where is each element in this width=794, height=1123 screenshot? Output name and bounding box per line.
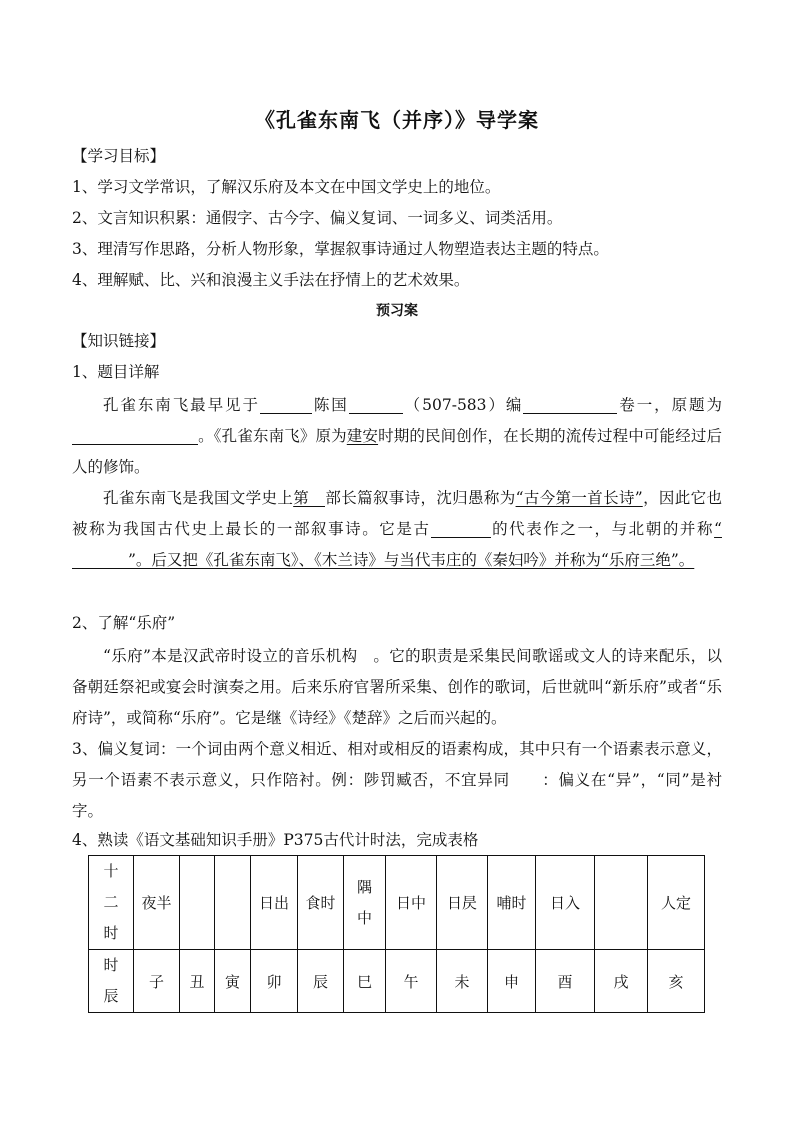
table-cell: 子 bbox=[134, 950, 180, 1013]
fill-blank[interactable] bbox=[349, 394, 403, 414]
text-segment: 卷一，原题为 bbox=[617, 396, 722, 414]
row-header-char: 二 bbox=[103, 893, 119, 911]
text-segment: 时期的民间创作，在长期的流传过程中可能经过后人的修饰。 bbox=[72, 427, 722, 476]
objectives-heading: 【学习目标】 bbox=[72, 147, 166, 165]
table-cell: 日中 bbox=[386, 856, 437, 950]
knowledge-heading: 【知识链接】 bbox=[72, 332, 166, 350]
text-segment: 陈国 bbox=[311, 396, 349, 414]
section2-paragraph: “乐府”本是汉武帝时设立的音乐机构 。它的职责是采集民间歌谣或文人的诗来配乐，以备朝廷祭祀或宴会时演奏之用。后来乐府官署所采集、创作的歌词，后世就叫“新乐府”或者“乐府诗”，或简称“乐府”。它是继《诗经》《楚辞》之后而兴起的。 bbox=[72, 647, 722, 727]
objective-item-1: 1、学习文学常识，了解汉乐府及本文在中国文学史上的地位。 bbox=[72, 178, 501, 196]
underlined-text: 建安 bbox=[346, 427, 379, 445]
fill-blank[interactable] bbox=[260, 394, 312, 414]
underlined-text: “古今第一首长诗” bbox=[515, 489, 643, 507]
row-header-char: 辰 bbox=[103, 987, 119, 1005]
table-cell: 申 bbox=[488, 950, 536, 1013]
table-cell: 酉 bbox=[536, 950, 595, 1013]
text-segment: ，因此它也被称为我国古代史上最长的一部叙事诗。它是古 bbox=[72, 489, 722, 538]
table-cell: 哺时 bbox=[488, 856, 536, 950]
preview-heading: 预习案 bbox=[376, 303, 418, 319]
text-segment: 部长篇叙事诗，沈归愚称为 bbox=[325, 489, 516, 507]
row-header-char: 十 bbox=[103, 862, 119, 880]
text-segment: 孔雀东南飞是我国文学史上 bbox=[103, 489, 294, 507]
text-segment: 的代表作之一，与北朝的并称 bbox=[490, 520, 715, 538]
table-cell: 午 bbox=[386, 950, 437, 1013]
section4-heading: 4、熟读《语文基础知识手册》P375古代计时法，完成表格 bbox=[72, 831, 479, 849]
table-cell: 卯 bbox=[251, 950, 298, 1013]
objective-item-3: 3、理清写作思路，分析人物形象，掌握叙事诗通过人物塑造表达主题的特点。 bbox=[72, 240, 609, 258]
table-cell: 隅中 bbox=[344, 856, 386, 950]
page-title: 《孔雀东南飞（并序）》导学案 bbox=[255, 108, 539, 132]
text-segment: 孔雀东南飞最早见于 bbox=[103, 396, 260, 414]
table-cell: 巳 bbox=[344, 950, 386, 1013]
underlined-text: “ bbox=[714, 520, 722, 538]
row-header-cell bbox=[89, 950, 134, 1013]
text-segment: （507-583）编 bbox=[402, 396, 524, 414]
table-cell: 未 bbox=[437, 950, 488, 1013]
underlined-text: 第 bbox=[293, 489, 310, 507]
table-cell[interactable] bbox=[180, 856, 215, 950]
fill-blank[interactable] bbox=[523, 394, 617, 414]
text-segment: 。《孔雀东南飞》原为 bbox=[198, 427, 347, 445]
table-cell: 日入 bbox=[536, 856, 595, 950]
table-cell: 亥 bbox=[648, 950, 705, 1013]
table-cell[interactable] bbox=[215, 856, 251, 950]
table-cell: 戌 bbox=[595, 950, 648, 1013]
section1-paragraph-2 bbox=[72, 483, 722, 576]
table-cell: 人定 bbox=[648, 856, 705, 950]
section1-paragraph-1 bbox=[72, 390, 722, 483]
row-header-char: 时 bbox=[103, 956, 119, 974]
table-cell[interactable] bbox=[595, 856, 648, 950]
table-cell: 食时 bbox=[298, 856, 344, 950]
row-header-cell bbox=[89, 856, 134, 950]
section3-paragraph: 3、偏义复词：一个词由两个意义相近、相对或相反的语素构成，其中只有一个语素表示意义，另一个语素不表示意义，只作陪衬。例：陟罚臧否，不宜异同 ：偏义在“异”，“同”是衬字。 bbox=[72, 740, 722, 820]
objective-item-4: 4、理解赋、比、兴和浪漫主义手法在抒情上的艺术效果。 bbox=[72, 271, 470, 289]
fill-blank[interactable] bbox=[72, 549, 128, 569]
underlined-text: ”。后又把《孔雀东南飞》、《木兰诗》与当代韦庄的《秦妇吟》并称为“乐府三绝”。 bbox=[128, 551, 695, 569]
table-cell: 辰 bbox=[298, 950, 344, 1013]
section2-heading: 2、了解“乐府” bbox=[72, 614, 176, 632]
table-cell: 日出 bbox=[251, 856, 298, 950]
table-cell: 丑 bbox=[180, 950, 215, 1013]
table-row bbox=[89, 950, 705, 1013]
row-header-char: 时 bbox=[103, 924, 119, 942]
fill-blank[interactable] bbox=[309, 487, 325, 507]
table-cell: 日昃 bbox=[437, 856, 488, 950]
time-table bbox=[88, 855, 705, 1013]
table-cell: 寅 bbox=[215, 950, 251, 1013]
objective-item-2: 2、文言知识积累：通假字、古今字、偏义复词、一词多义、词类活用。 bbox=[72, 209, 563, 227]
section1-heading: 1、题目详解 bbox=[72, 363, 160, 381]
fill-blank[interactable] bbox=[72, 425, 198, 445]
fill-blank[interactable] bbox=[431, 518, 491, 538]
table-row bbox=[89, 856, 705, 950]
table-cell: 夜半 bbox=[134, 856, 180, 950]
